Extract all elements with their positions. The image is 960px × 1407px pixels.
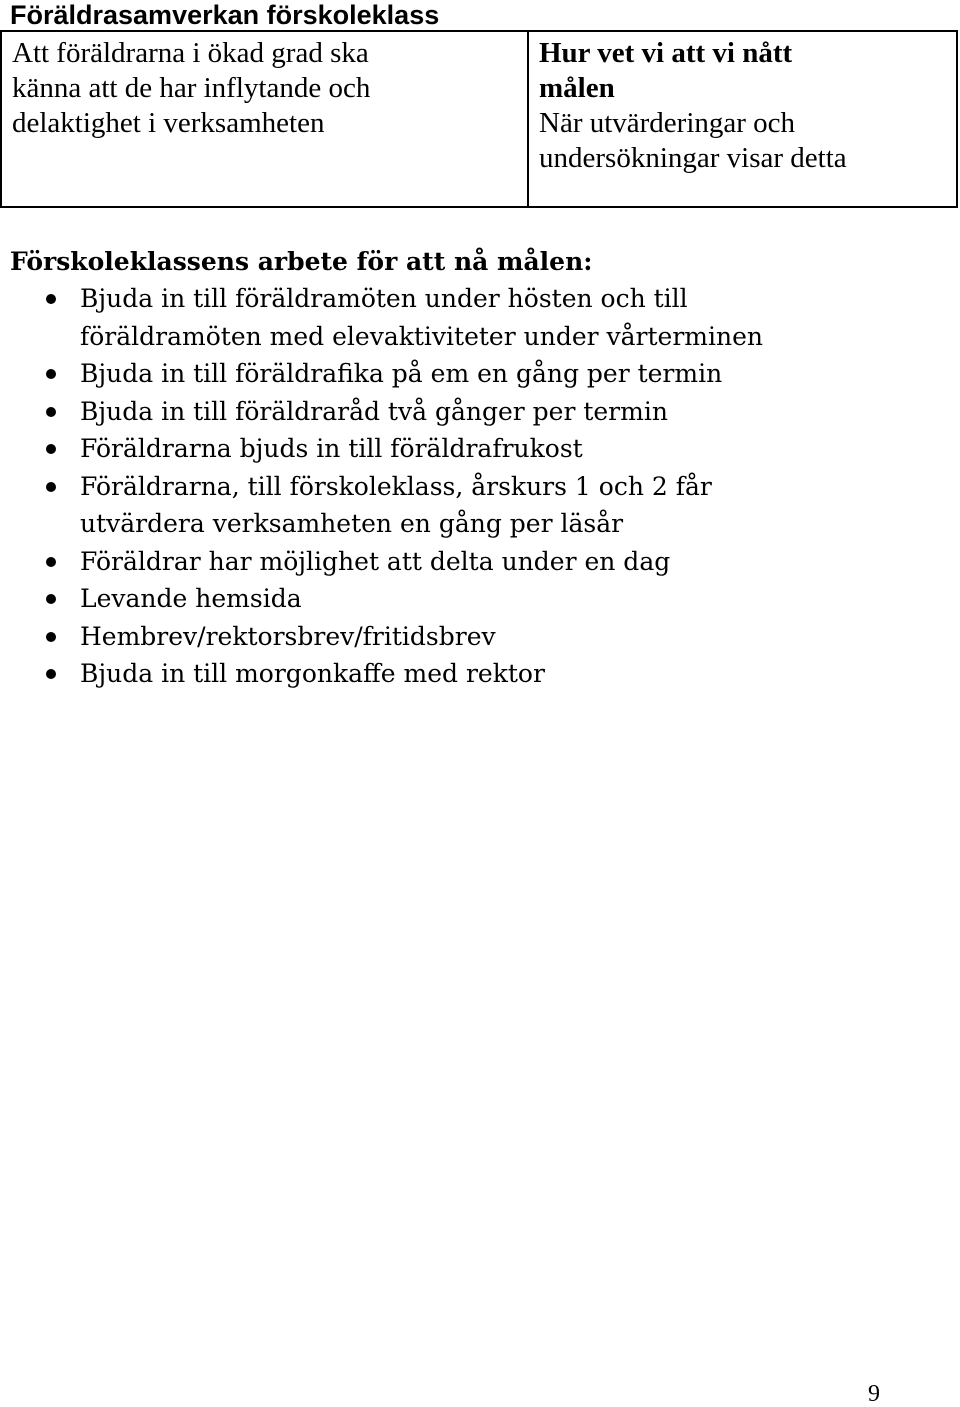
list-item-line: Bjuda in till morgonkaffe med rektor [80,659,545,688]
bullet-icon [46,594,56,604]
bullet-icon [46,482,56,492]
page-number: 9 [868,1381,880,1407]
bullet-icon [46,407,56,417]
bullet-icon [46,444,56,454]
goal-text-line: Att föräldrarna i ökad grad ska [12,37,369,69]
evaluation-text-line: När utvärderingar och [539,107,796,139]
goal-text-line: känna att de har inflytande och [12,72,371,104]
bullet-list [0,280,940,693]
list-item-line: Levande hemsida [80,584,302,613]
list-item [0,618,940,656]
list-item-line: Bjuda in till föräldraråd två gånger per termin [80,396,668,426]
section-heading: Förskoleklassens arbete för att nå målen: [10,247,593,276]
list-item-line: Hembrev/rektorsbrev/fritidsbrev [80,621,496,651]
list-item [0,430,940,468]
page-title: Föräldrasamverkan förskoleklass [10,0,440,30]
goal-cell [2,32,529,206]
list-item [0,393,940,431]
goal-table [0,30,958,208]
list-item-line: Bjuda in till föräldrafika på em en gång per termin [80,359,723,388]
list-item [0,543,940,581]
bullet-icon [46,557,56,567]
evaluation-heading-line: målen [539,72,615,104]
list-item-line: Föräldrarna, till förskoleklass, årskurs 1 och 2 får [80,471,712,501]
bullet-icon [46,632,56,642]
bullet-icon [46,669,56,679]
goal-text-line: delaktighet i verksamheten [12,107,325,139]
list-item-line: Föräldrarna bjuds in till föräldrafrukost [80,434,583,463]
bullet-icon [46,294,56,304]
list-item [0,280,940,355]
list-item [0,355,940,393]
bullet-icon [46,369,56,379]
evaluation-heading-line: Hur vet vi att vi nått [539,37,793,69]
list-item [0,468,940,543]
evaluation-cell [529,32,956,206]
list-item-line: utvärdera verksamheten en gång per läsår [80,509,624,538]
list-item-line: föräldramöten med elevaktiviteter under vårterminen [80,321,763,351]
list-item [0,580,940,618]
list-item-line: Bjuda in till föräldramöten under hösten och till [80,284,688,313]
list-item-line: Föräldrar har möjlighet att delta under en dag [80,546,671,576]
evaluation-text-line: undersökningar visar detta [539,142,847,174]
list-item [0,655,940,693]
